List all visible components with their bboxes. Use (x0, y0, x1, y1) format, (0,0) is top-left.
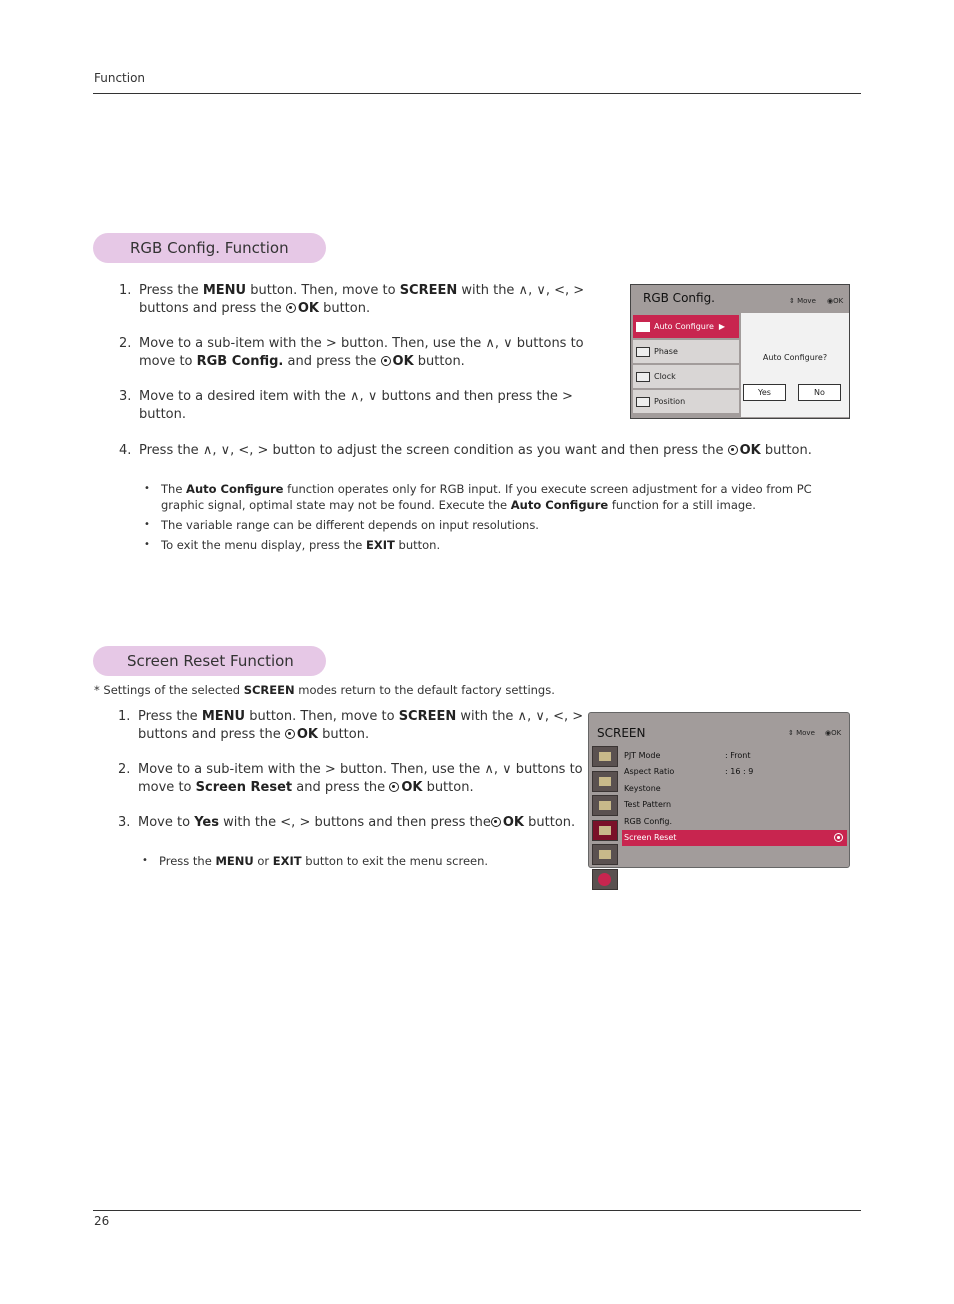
header-rule (93, 93, 861, 94)
osd-row-screen-reset[interactable] (622, 830, 847, 847)
ok-button-icon (491, 817, 501, 827)
rgb-step-2 (119, 335, 589, 371)
osd-row-rgb-config[interactable] (622, 813, 847, 830)
triangle-right-icon: ▶ (718, 322, 726, 331)
step-text: Move to (138, 815, 195, 830)
note-keyword: MENU (215, 854, 254, 868)
osd-item-label: Auto Configure (654, 322, 714, 331)
ok-dot-icon (834, 833, 843, 842)
step-number: 1. (118, 709, 131, 724)
rgb-step-4 (119, 442, 839, 460)
rgb-config-notes (144, 481, 824, 557)
note-keyword: Auto Configure (510, 498, 609, 512)
reset-note-1 (142, 853, 562, 869)
no-button[interactable]: No (798, 384, 841, 401)
step-number: 3. (118, 815, 131, 830)
phase-icon (636, 347, 650, 357)
page-number: 26 (94, 1214, 110, 1228)
row-label: Aspect Ratio (624, 767, 675, 777)
ok-button-icon (389, 782, 399, 792)
reset-step-1 (118, 708, 588, 744)
rgb-config-steps-continued (119, 442, 839, 477)
ok-button-icon (286, 303, 296, 313)
step-keyword: OK (297, 301, 319, 316)
clock-icon (636, 372, 650, 382)
step-keyword: SCREEN (398, 709, 457, 724)
step-text: with the <, > buttons and then press the (218, 815, 491, 830)
note-text: button. (394, 538, 441, 552)
move-hint-label: Move (796, 729, 815, 737)
note-keyword: EXIT (272, 854, 302, 868)
reset-step-3 (118, 814, 588, 832)
step-text: button. (318, 301, 371, 316)
row-label: PJT Mode (624, 750, 661, 760)
osd-ok-hint (825, 729, 841, 737)
note-keyword: SCREEN (243, 683, 295, 697)
rgb-step-3 (119, 388, 589, 424)
step-text: button. (422, 780, 474, 795)
move-arrows-icon: ⇕ (788, 729, 794, 737)
screen-osd-menu (588, 712, 850, 868)
osd-item-auto-configure[interactable] (633, 315, 739, 338)
step-keyword: OK (739, 443, 761, 458)
osd-row-aspect-ratio[interactable] (622, 764, 847, 781)
row-value: : 16 : 9 (725, 767, 754, 777)
step-keyword: OK (502, 815, 524, 830)
yes-button[interactable]: Yes (743, 384, 786, 401)
ok-button-icon (728, 445, 738, 455)
note-text: The (161, 482, 187, 496)
move-hint-label: Move (797, 297, 816, 305)
step-keyword: MENU (202, 283, 247, 298)
osd-row-pjt-mode[interactable] (622, 747, 847, 764)
step-number: 4. (119, 443, 132, 458)
osd-item-position[interactable] (633, 390, 739, 413)
reset-step-2 (118, 761, 588, 797)
time-icon[interactable] (592, 795, 618, 816)
step-number: 3. (119, 389, 132, 404)
auto-configure-dialog (741, 313, 849, 417)
step-number: 2. (118, 762, 131, 777)
screen-reset-section-title: Screen Reset Function (93, 646, 326, 676)
picture-icon[interactable] (592, 746, 618, 767)
note-text: function for a still image. (608, 498, 756, 512)
move-arrows-icon: ⇕ (789, 297, 795, 305)
note-text: * Settings of the selected (94, 683, 244, 697)
rgb-config-steps (119, 282, 589, 441)
note-keyword: Auto Configure (186, 482, 284, 496)
step-text: button. (524, 815, 576, 830)
ok-button-icon (381, 356, 391, 366)
note-text: Press the (159, 854, 216, 868)
osd-category-icons (592, 746, 620, 894)
step-text: button. (413, 354, 465, 369)
osd-title: RGB Config. (643, 291, 715, 305)
auto-configure-icon (636, 322, 650, 332)
step-text: and press the (292, 780, 390, 795)
position-icon (636, 397, 650, 407)
step-number: 2. (119, 336, 132, 351)
ok-dot-icon: ◉ (825, 729, 832, 737)
osd-item-label: Phase (654, 347, 678, 356)
osd-title: SCREEN (597, 726, 646, 740)
rgb-step-1 (119, 282, 589, 318)
osd-menu-list (633, 315, 739, 415)
rgb-note-3 (144, 537, 824, 553)
step-text: Press the (139, 283, 203, 298)
row-label: Keystone (624, 783, 661, 793)
screen-reset-note (94, 683, 555, 697)
step-keyword: Screen Reset (195, 780, 293, 795)
osd-item-phase[interactable] (633, 340, 739, 363)
step-text: Press the (138, 709, 202, 724)
osd-move-hint (788, 729, 815, 737)
note-text: The variable range can be different depends on input resolutions. (161, 518, 539, 532)
step-text: button. Then, move to (245, 709, 399, 724)
note-text: function operates only for RGB input. If you execute screen adjustment for a video from PC graphic signal, optimal state may not be found. Execute the (161, 482, 812, 512)
rgb-config-osd-menu (630, 284, 850, 419)
ok-hint-label: OK (831, 729, 842, 737)
screen-reset-notes (142, 853, 562, 873)
note-text: modes return to the default factory settings. (294, 683, 555, 697)
step-text: button. (760, 443, 812, 458)
ok-dot-icon: ◉ (827, 297, 834, 305)
note-text: To exit the menu display, press the (161, 538, 367, 552)
osd-move-hint (789, 297, 816, 305)
ok-hint-label: OK (833, 297, 844, 305)
note-keyword: EXIT (366, 538, 395, 552)
info-icon[interactable] (592, 869, 618, 890)
step-text: and press the (283, 354, 381, 369)
step-keyword: OK (392, 354, 414, 369)
footer-rule (93, 1210, 861, 1211)
row-label: Screen Reset (624, 833, 677, 843)
screen-reset-steps (118, 708, 588, 849)
rgb-note-2 (144, 517, 824, 533)
row-value: : Front (725, 750, 751, 760)
audio-icon[interactable] (592, 771, 618, 792)
step-text: button. Then, move to (246, 283, 400, 298)
option-icon[interactable] (592, 844, 618, 865)
step-keyword: Yes (194, 815, 219, 830)
ok-button-icon (285, 729, 295, 739)
osd-row-keystone[interactable] (622, 780, 847, 797)
osd-row-test-pattern[interactable] (622, 797, 847, 814)
osd-item-clock[interactable] (633, 365, 739, 388)
row-label: Test Pattern (624, 800, 672, 810)
note-text: button to exit the menu screen. (301, 854, 489, 868)
step-text: with the ∧, ∨, <, > buttons and press the (139, 283, 585, 316)
dialog-question: Auto Configure? (762, 353, 828, 362)
osd-item-label: Position (654, 397, 686, 406)
osd-screen-rows (622, 747, 847, 846)
osd-ok-hint (827, 297, 843, 305)
step-keyword: OK (296, 727, 318, 742)
rgb-config-section-title: RGB Config. Function (93, 233, 326, 263)
step-text: Press the ∧, ∨, <, > button to adjust the screen condition as you want and then press the (139, 443, 728, 458)
osd-item-label: Clock (654, 372, 676, 381)
rgb-note-1 (144, 481, 824, 513)
screen-icon[interactable] (592, 820, 618, 841)
step-keyword: OK (401, 780, 423, 795)
step-text: Move to a sub-item with the > button. Then, use the ∧, ∨ buttons to move to (139, 336, 584, 369)
step-keyword: SCREEN (399, 283, 458, 298)
row-label: RGB Config. (624, 816, 672, 826)
header-section-label: Function (94, 71, 146, 85)
step-number: 1. (119, 283, 132, 298)
step-keyword: RGB Config. (196, 354, 284, 369)
step-text: Move to a sub-item with the > button. Then, use the ∧, ∨ buttons to move to (138, 762, 583, 795)
step-text: with the ∧, ∨, <, > buttons and press the (138, 709, 584, 742)
note-text: or (253, 854, 273, 868)
step-text: button. (317, 727, 370, 742)
step-keyword: MENU (201, 709, 246, 724)
step-text: Move to a desired item with the ∧, ∨ buttons and then press the > button. (139, 389, 573, 422)
